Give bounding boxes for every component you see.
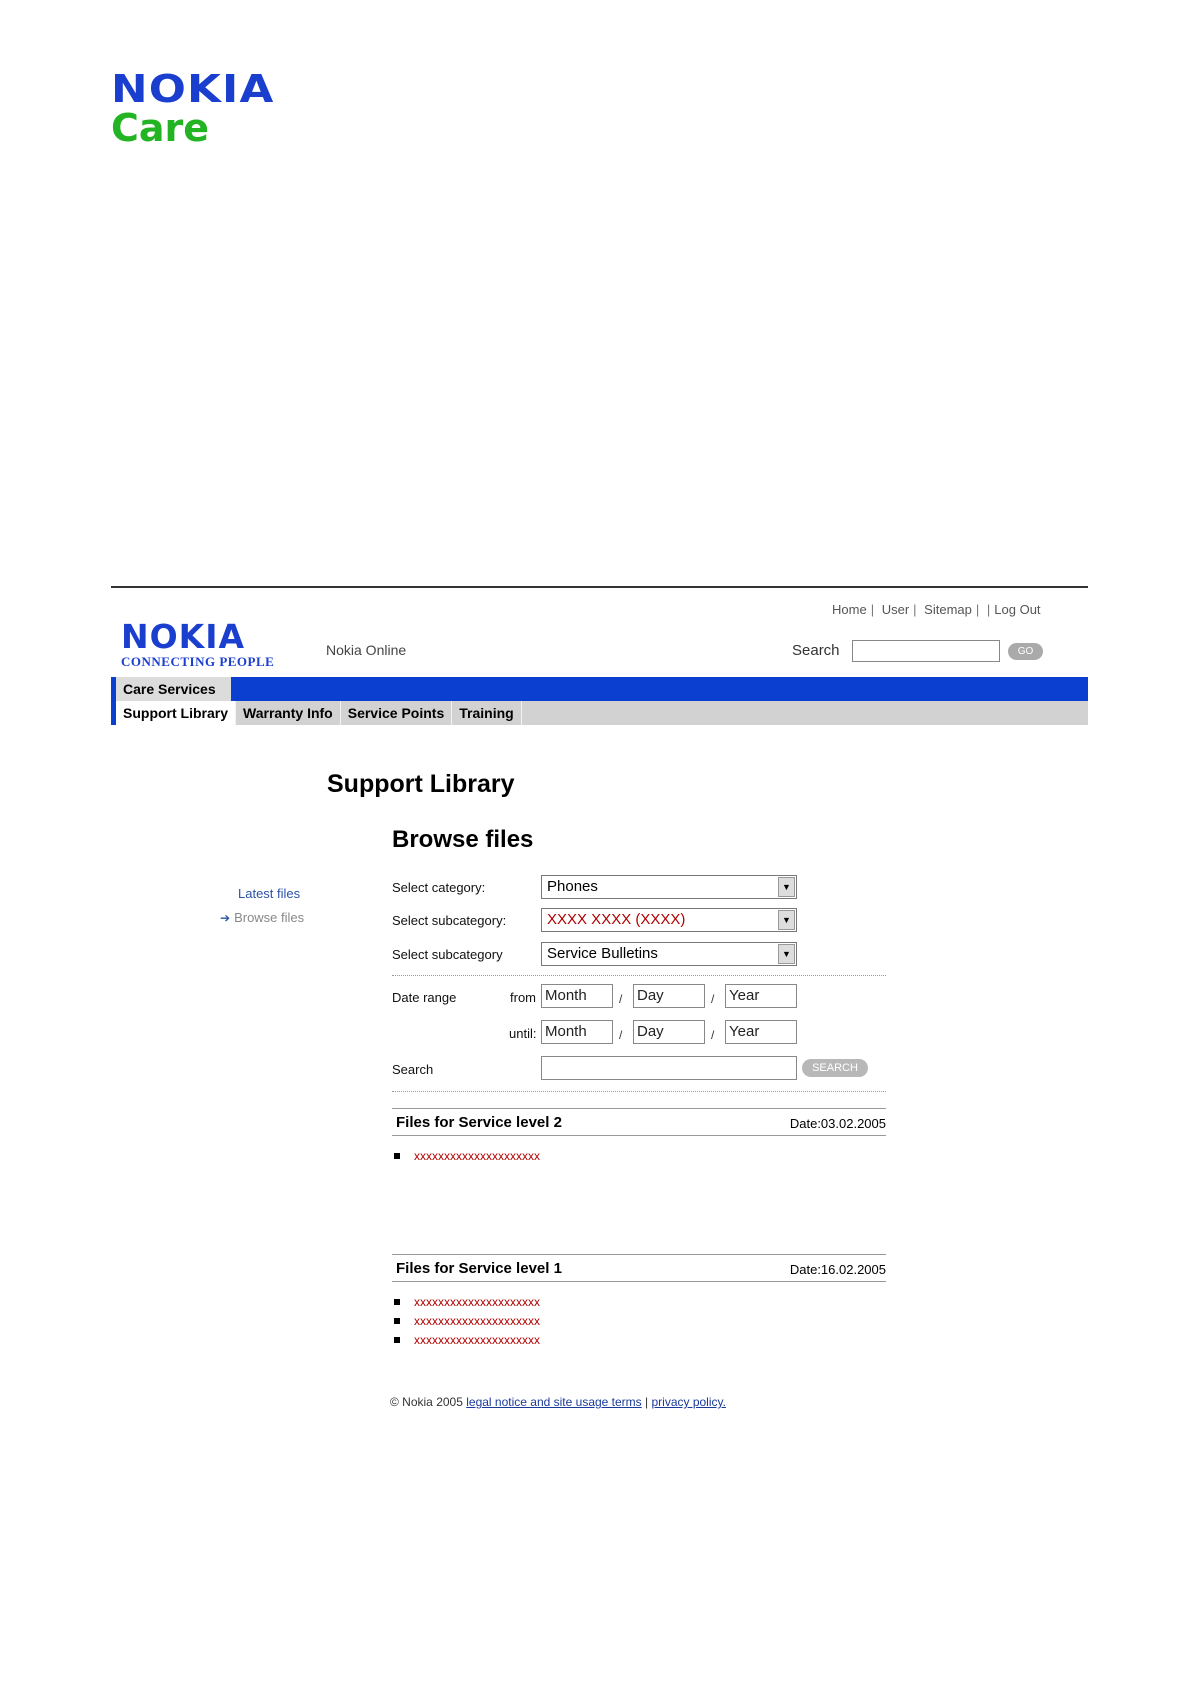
date-range-label: Date range — [392, 990, 457, 1005]
copyright: © Nokia 2005 — [390, 1395, 463, 1409]
files-level1-header — [392, 1254, 886, 1282]
until-day-field[interactable]: Day — [633, 1020, 705, 1044]
subcategory2-label: Select subcategory — [392, 947, 503, 962]
subcategory2-select[interactable]: Service Bulletins ▼ — [541, 942, 797, 966]
bullet-icon — [394, 1299, 400, 1305]
bullet-icon — [394, 1153, 400, 1159]
from-month-field[interactable]: Month — [541, 984, 613, 1008]
chevron-down-icon[interactable]: ▼ — [778, 944, 795, 964]
privacy-policy-link[interactable]: privacy policy. — [651, 1395, 726, 1409]
top-links: Home | User | Sitemap | | Log Out — [832, 602, 1041, 617]
files-level2-date: Date:03.02.2005 — [789, 1116, 886, 1131]
until-label: until: — [509, 1026, 537, 1041]
nokia-logo-tagline: CONNECTING PEOPLE — [121, 654, 275, 669]
until-month-field[interactable]: Month — [541, 1020, 613, 1044]
search-button[interactable]: SEARCH — [802, 1059, 868, 1077]
top-search-input[interactable] — [852, 640, 1000, 662]
section-bar — [111, 677, 1088, 701]
home-link[interactable]: Home — [832, 602, 867, 617]
latest-files-link[interactable]: Latest files — [238, 886, 301, 901]
tab-training[interactable]: Training — [452, 701, 521, 725]
user-link[interactable]: User — [881, 602, 910, 617]
files-level2-list — [392, 1147, 540, 1166]
from-day-field[interactable]: Day — [633, 984, 705, 1008]
category-label: Select category: — [392, 880, 486, 895]
tab-support-library[interactable]: Support Library — [116, 701, 236, 725]
nokia-care-brand — [111, 67, 275, 150]
file-search-input[interactable] — [541, 1056, 797, 1080]
top-search-label: Search — [792, 642, 840, 659]
files-level1-list — [392, 1293, 540, 1350]
sitemap-link[interactable]: Sitemap — [924, 602, 972, 617]
files-level2-header — [392, 1108, 886, 1136]
bullet-icon — [394, 1337, 400, 1343]
category-select[interactable]: Phones ▼ — [541, 875, 797, 899]
footer-separator: | — [645, 1395, 649, 1409]
brand-nokia-text: NOKIA — [111, 67, 275, 111]
care-services-tab[interactable]: Care Services — [116, 677, 231, 701]
files-level2-title: Files for Service level 2 — [396, 1114, 562, 1131]
until-year-field[interactable]: Year — [725, 1020, 797, 1044]
bullet-icon — [394, 1318, 400, 1324]
files-level1-date: Date:16.02.2005 — [789, 1262, 886, 1277]
page-title: Support Library — [327, 770, 515, 798]
nokia-logo[interactable] — [121, 617, 275, 670]
browse-files-link[interactable]: ➔ Browse files — [220, 910, 305, 925]
dotted-divider — [392, 1091, 886, 1092]
from-year-field[interactable]: Year — [725, 984, 797, 1008]
list-item[interactable]: xxxxxxxxxxxxxxxxxxxxx — [392, 1293, 540, 1312]
subcategory-select[interactable]: XXXX XXXX (XXXX) ▼ — [541, 908, 797, 932]
chevron-down-icon[interactable]: ▼ — [778, 910, 795, 930]
footer — [390, 1395, 726, 1409]
subnav — [116, 701, 522, 725]
tab-warranty-info[interactable]: Warranty Info — [236, 701, 341, 725]
list-item[interactable]: xxxxxxxxxxxxxxxxxxxxx — [392, 1331, 540, 1350]
arrow-right-icon: ➔ — [220, 911, 231, 925]
nokia-logo-text: NOKIA — [121, 617, 246, 656]
list-item[interactable]: xxxxxxxxxxxxxxxxxxxxx — [392, 1147, 540, 1166]
legal-notice-link[interactable]: legal notice and site usage terms — [466, 1395, 642, 1409]
tab-service-points[interactable]: Service Points — [341, 701, 453, 725]
brand-care-text: Care — [111, 106, 210, 150]
go-button[interactable]: GO — [1008, 643, 1043, 660]
page-divider — [111, 586, 1088, 588]
side-nav — [220, 886, 304, 925]
from-label: from — [510, 990, 536, 1005]
chevron-down-icon[interactable]: ▼ — [778, 877, 795, 897]
files-level1-title: Files for Service level 1 — [396, 1260, 562, 1277]
logout-link[interactable]: Log Out — [994, 602, 1041, 617]
list-item[interactable]: xxxxxxxxxxxxxxxxxxxxx — [392, 1312, 540, 1331]
dotted-divider — [392, 975, 886, 976]
site-name: Nokia Online — [326, 642, 407, 658]
subcategory-label: Select subcategory: — [392, 913, 507, 928]
section-title: Browse files — [392, 826, 534, 853]
search-label: Search — [392, 1062, 434, 1077]
